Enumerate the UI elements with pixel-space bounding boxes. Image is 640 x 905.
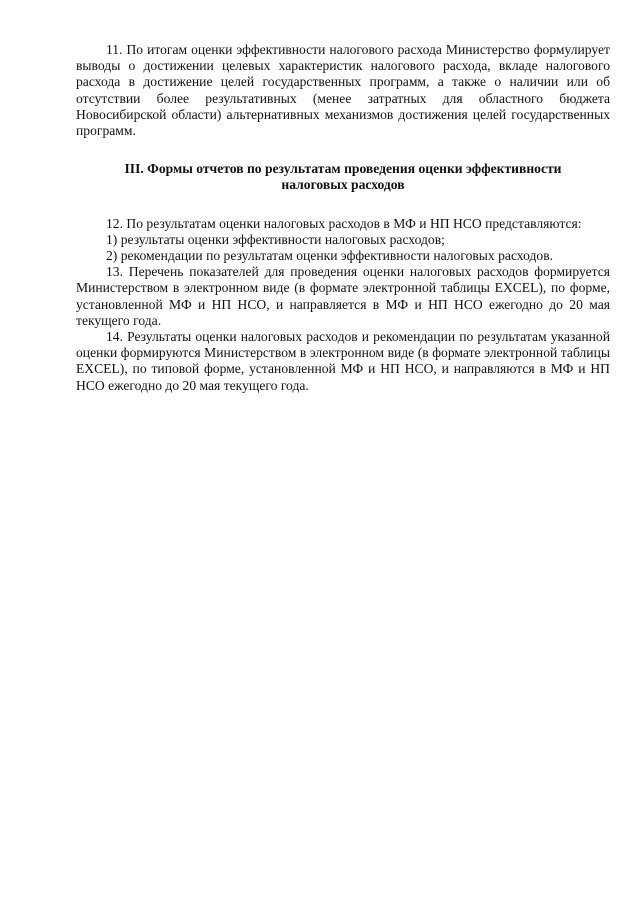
section-title: III. Формы отчетов по результатам проведения оценки эффективности налоговых расходов <box>124 161 562 193</box>
document-page <box>76 42 610 394</box>
paragraph-14: 14. Результаты оценки налоговых расходов и рекомендации по результатам указанной оценки формируются Министерством в электронном виде (в формате электронной таблицы EXCEL), по типовой форме, установленной МФ и НП НСО, и направляются в МФ и НП НСО ежегодно до 20 мая текущего года. <box>76 329 610 393</box>
paragraph-13: 13. Перечень показателей для проведения оценки налоговых расходов формируется Министерством в электронном виде (в формате электронной таблицы EXCEL), по форме, установленной МФ и НП НСО, и направляется в МФ и НП НСО ежегодно до 20 мая текущего года. <box>76 264 610 328</box>
paragraph-12: 12. По результатам оценки налоговых расходов в МФ и НП НСО представляются: <box>106 215 582 231</box>
list-item-1: 1) результаты оценки эффективности налоговых расходов; <box>106 231 445 247</box>
paragraph-11: 11. По итогам оценки эффективности налогового расхода Министерство формулирует выводы о достижении целевых характеристик налогового расхода, вкладе налогового расхода в достижение целей государственных программ, а также о наличии или об отсутствии более результативных (менее затратных для областного бюджета Новосибирской области) альтернативных механизмов достижения целей государственных программ. <box>76 42 610 139</box>
list-item-2: 2) рекомендации по результатам оценки эффективности налоговых расходов. <box>106 248 554 264</box>
